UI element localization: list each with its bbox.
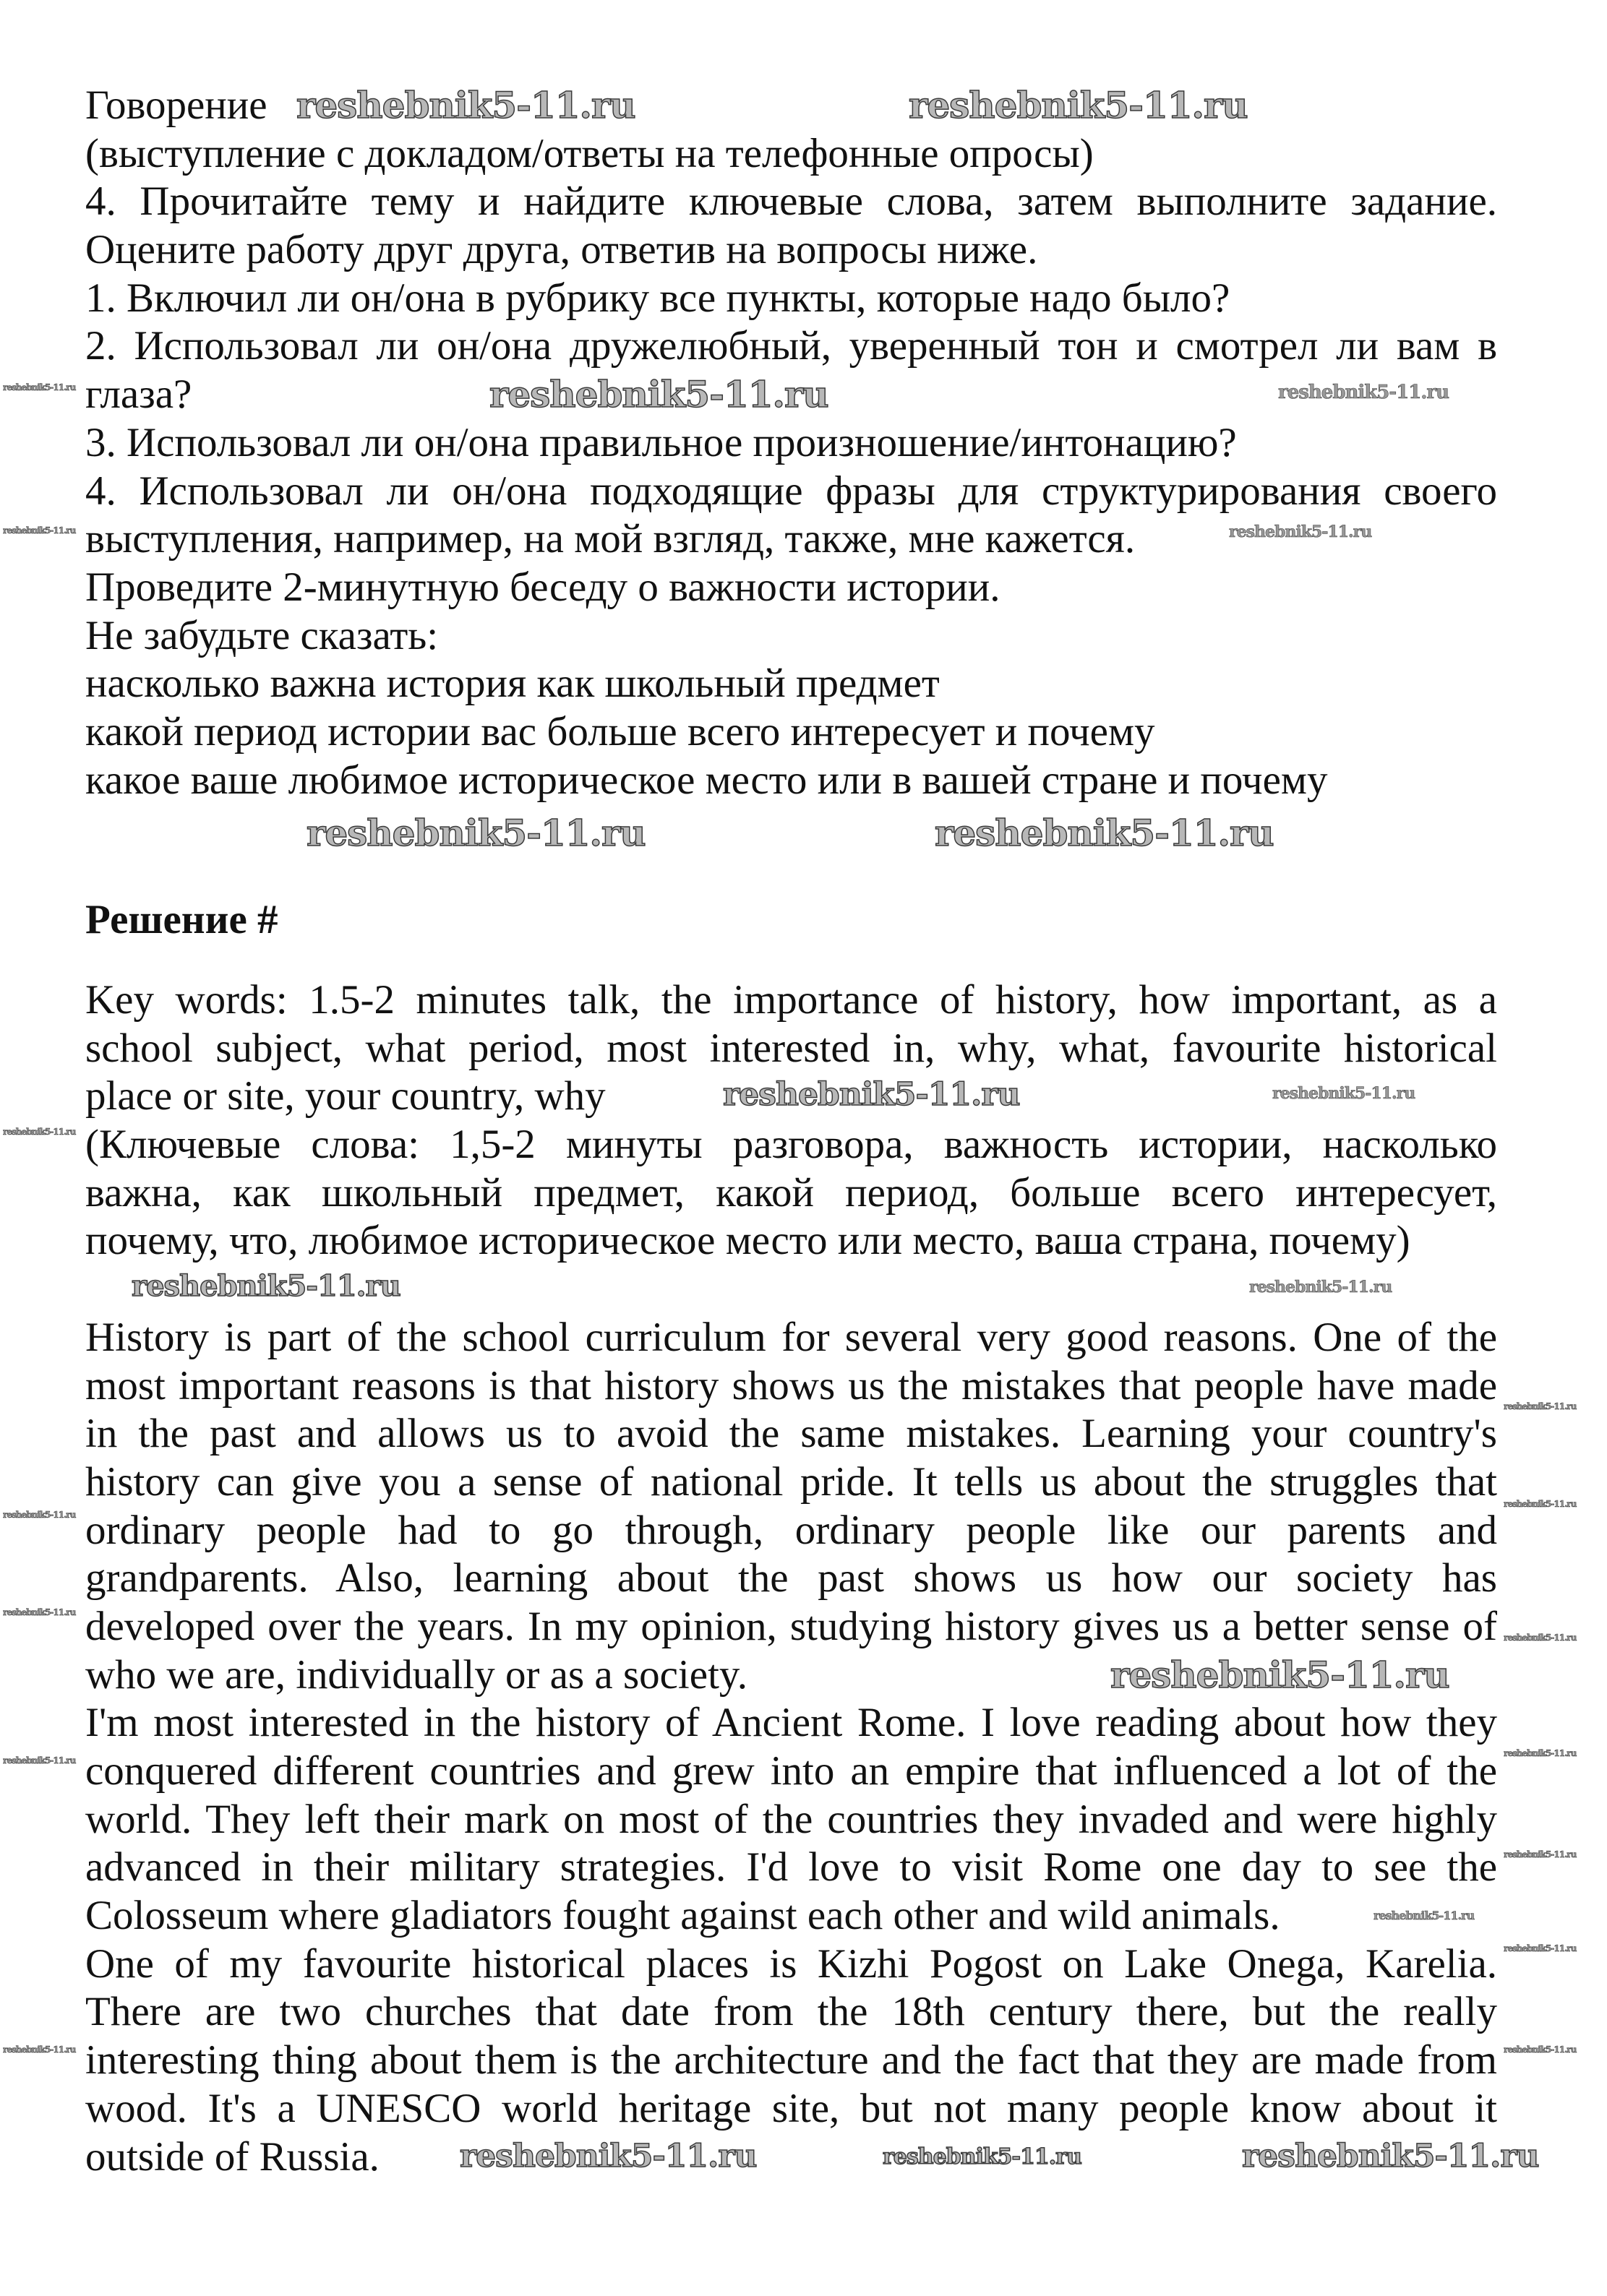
- watermark: reshebnik5-11.ru: [1504, 1633, 1577, 1643]
- text-line: важна, как школьный предмет, какой период, больше всего интересует,: [85, 1169, 1497, 1216]
- text-line: grandparents. Also, learning about the past shows us how our society has: [85, 1555, 1497, 1601]
- watermark: reshebnik5-11.ru: [3, 1127, 76, 1137]
- text-line: глаза?: [85, 371, 192, 418]
- text-line: (Ключевые слова: 1,5-2 минуты разговора, важность истории, насколько: [85, 1122, 1497, 1168]
- text-line: most important reasons is that history shows us the mistakes that people have made: [85, 1362, 1497, 1409]
- watermark: reshebnik5-11.ru: [1249, 1278, 1392, 1297]
- watermark: reshebnik5-11.ru: [1110, 1654, 1449, 1696]
- text-line: place or site, your country, why: [85, 1073, 606, 1119]
- watermark: reshebnik5-11.ru: [723, 1076, 1020, 1113]
- text-line: Оцените работу друг друга, ответив на вопросы ниже.: [85, 227, 1038, 273]
- solution-text: [85, 976, 1497, 2181]
- watermark: reshebnik5-11.ru: [3, 1607, 76, 1617]
- text-line: I'm most interested in the history of Ancient Rome. I love reading about how they: [85, 1700, 1497, 1746]
- watermark: reshebnik5-11.ru: [1278, 382, 1449, 403]
- watermark: reshebnik5-11.ru: [1374, 1909, 1475, 1922]
- text-line: history can give you a sense of national pride. It tells us about the struggles that: [85, 1458, 1497, 1505]
- text-line: 4. Прочитайте тему и найдите ключевые слова, затем выполните задание.: [85, 179, 1497, 225]
- text-line: There are two churches that date from the 18th century there, but the really: [85, 1989, 1497, 2035]
- watermark: reshebnik5-11.ru: [1504, 1401, 1577, 1411]
- text-line: advanced in their military strategies. I'd love to visit Rome one day to see the: [85, 1844, 1497, 1891]
- watermark: reshebnik5-11.ru: [935, 812, 1274, 854]
- text-line: ordinary people had to go through, ordinary people like our parents and: [85, 1507, 1497, 1553]
- watermark: reshebnik5-11.ru: [1504, 1499, 1577, 1509]
- watermark: reshebnik5-11.ru: [1272, 1084, 1415, 1103]
- task-text: [85, 82, 1497, 804]
- text-line: (выступление с докладом/ответы на телефонные опросы): [85, 130, 1094, 176]
- watermark: reshebnik5-11.ru: [489, 373, 828, 416]
- text-line: выступления, например, на мой взгляд, также, мне кажется.: [85, 516, 1136, 562]
- watermark: reshebnik5-11.ru: [3, 1510, 76, 1520]
- watermark: reshebnik5-11.ru: [1229, 523, 1372, 541]
- text-line: wood. It's a UNESCO world heritage site, but not many people know about it: [85, 2085, 1497, 2131]
- text-line: Key words: 1.5-2 minutes talk, the importance of history, how important, as a: [85, 977, 1497, 1023]
- text-line: outside of Russia.: [85, 2133, 380, 2180]
- text-line: world. They left their mark on most of the countries they invaded and were highly: [85, 1796, 1497, 1842]
- text-line: почему, что, любимое историческое место или место, ваша страна, почему): [85, 1218, 1410, 1264]
- watermark: reshebnik5-11.ru: [1504, 1748, 1577, 1758]
- text-line: Colosseum where gladiators fought against each other and wild animals.: [85, 1893, 1280, 1939]
- text-line: какое ваше любимое историческое место или в вашей стране и почему: [85, 757, 1328, 803]
- text-line: насколько важна история как школьный предмет: [85, 661, 940, 707]
- text-line: History is part of the school curriculum for several very good reasons. One of the: [85, 1314, 1497, 1360]
- text-line: 3. Использовал ли он/она правильное произношение/интонацию?: [85, 419, 1237, 465]
- text-line: who we are, individually or as a society.: [85, 1651, 747, 1698]
- watermark: reshebnik5-11.ru: [3, 525, 76, 536]
- watermark: reshebnik5-11.ru: [307, 812, 646, 854]
- watermark: reshebnik5-11.ru: [1504, 2045, 1577, 2055]
- text-line: какой период истории вас больше всего интересует и почему: [85, 708, 1155, 754]
- text-line: school subject, what period, most interested in, why, what, favourite historical: [85, 1025, 1497, 1071]
- watermark: reshebnik5-11.ru: [460, 2138, 757, 2175]
- watermark: reshebnik5-11.ru: [1504, 1943, 1577, 1953]
- text-line: 4. Использовал ли он/она подходящие фразы для структурирования своего: [85, 468, 1497, 514]
- watermark: reshebnik5-11.ru: [1504, 1849, 1577, 1859]
- watermark: reshebnik5-11.ru: [296, 84, 635, 126]
- watermark: reshebnik5-11.ru: [1242, 2138, 1539, 2175]
- watermark: reshebnik5-11.ru: [3, 2045, 76, 2055]
- watermark: reshebnik5-11.ru: [132, 1269, 400, 1303]
- text-line: conquered different countries and grew into an empire that influenced a lot of the: [85, 1748, 1497, 1794]
- text-line: 1. Включил ли он/она в рубрику все пункты, которые надо было?: [85, 275, 1230, 321]
- watermark: reshebnik5-11.ru: [909, 84, 1248, 126]
- text-line: 2. Использовал ли он/она дружелюбный, уверенный тон и смотрел ли вам в: [85, 323, 1497, 369]
- text-line: interesting thing about them is the architecture and the fact that they are made from: [85, 2037, 1497, 2084]
- watermark: reshebnik5-11.ru: [883, 2144, 1081, 2170]
- text-line: developed over the years. In my opinion, studying history gives us a better sense of: [85, 1603, 1497, 1649]
- watermark: reshebnik5-11.ru: [3, 382, 76, 392]
- text-line: Говорение: [85, 82, 267, 128]
- text-line: One of my favourite historical places is Kizhi Pogost on Lake Onega, Karelia.: [85, 1940, 1497, 1987]
- solution-heading: Решение #: [85, 897, 278, 942]
- text-line: Проведите 2-минутную беседу о важности истории.: [85, 564, 1000, 610]
- solution-heading-block: [85, 896, 1497, 945]
- text-line: Не забудьте сказать:: [85, 612, 439, 658]
- text-line: in the past and allows us to avoid the same mistakes. Learning your country's: [85, 1411, 1497, 1457]
- watermark: reshebnik5-11.ru: [3, 1755, 76, 1766]
